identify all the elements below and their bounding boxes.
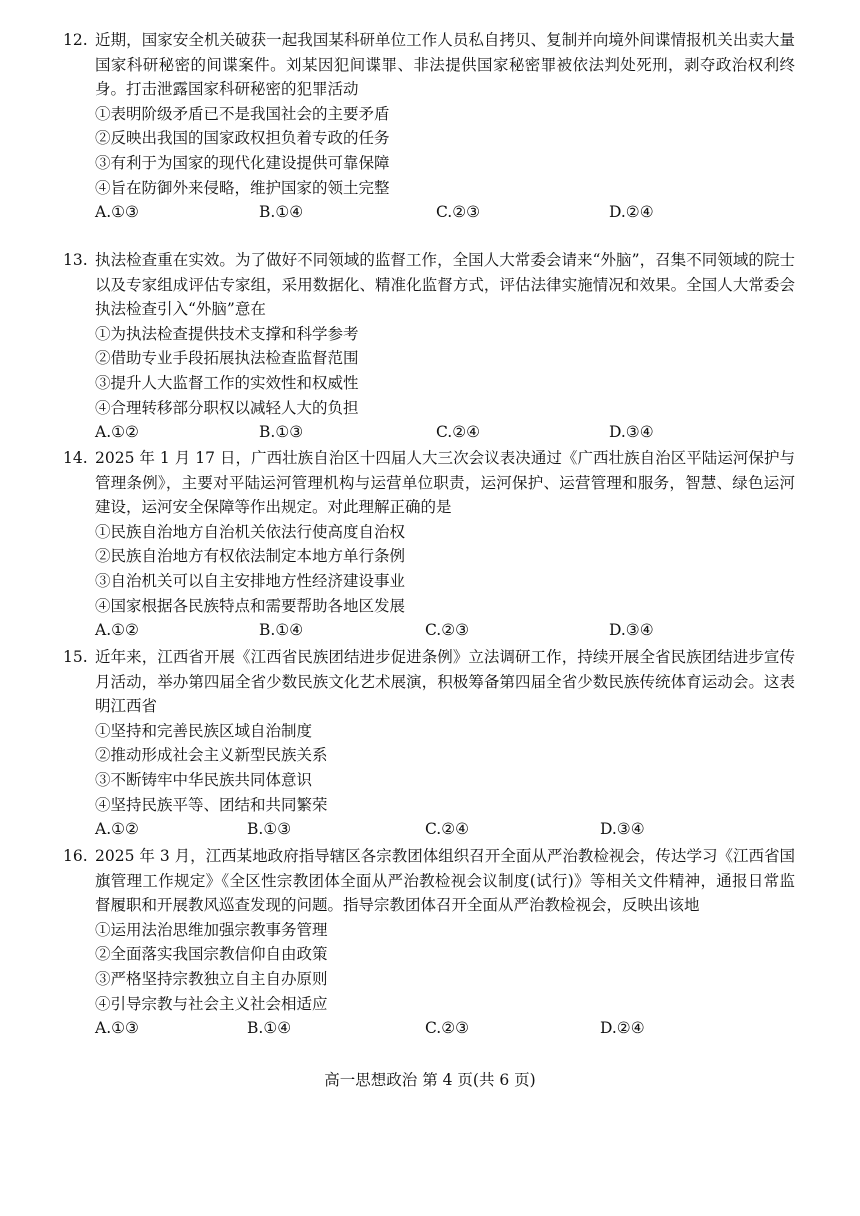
statement-1: ①表明阶级矛盾已不是我国社会的主要矛盾: [95, 104, 390, 123]
question-number: 13.: [63, 251, 88, 269]
option-b[interactable]: B.①③: [247, 820, 292, 839]
question-number: 15.: [63, 648, 88, 666]
question-text: 近期，国家安全机关破获一起我国某科研单位工作人员私自拷贝、复制并向境外间谍情报机关出卖大量国家科研秘密的间谍案件。刘某因犯间谍罪、非法提供国家秘密罪被依法判处死刑，剥夺政治权利终身。打击泄露国家科研秘密的犯罪活动: [95, 31, 795, 99]
question-12: [63, 28, 795, 225]
option-a[interactable]: A.①③: [95, 1019, 139, 1038]
statement-1: ①坚持和完善民族区域自治制度: [95, 721, 313, 740]
statement-1: ①运用法治思维加强宗教事务管理: [95, 920, 328, 939]
option-b[interactable]: B.①④: [259, 203, 304, 222]
option-b[interactable]: B.①④: [259, 621, 304, 640]
option-a[interactable]: A.①③: [95, 203, 139, 222]
option-c[interactable]: C.②④: [425, 820, 470, 839]
statement-3: ③严格坚持宗教独立自主自办原则: [95, 969, 328, 988]
question-stem: [63, 28, 795, 102]
statement-2: ②民族自治地方有权依法制定本地方单行条例: [95, 547, 406, 566]
statement-4: ④国家根据各民族特点和需要帮助各地区发展: [95, 596, 406, 615]
question-number: 16.: [63, 847, 88, 865]
question-number: 12.: [63, 31, 88, 49]
question-text: 2025 年 1 月 17 日，广西壮族自治区十四届人大三次会议表决通过《广西壮族自治区平陆运河保护与管理条例》，主要对平陆运河管理机构与运营单位职责，运河保护、运营管理和服务，智慧、绿色运河建设，运河安全保障等作出规定。对此理解正确的是: [95, 449, 795, 517]
question-13: [63, 248, 795, 445]
page-footer: 高一思想政治 第 4 页(共 6 页): [324, 1071, 536, 1089]
statement-2: ②全面落实我国宗教信仰自由政策: [95, 945, 328, 964]
statement-3: ③有利于为国家的现代化建设提供可靠保障: [95, 153, 390, 172]
option-c[interactable]: C.②④: [436, 423, 481, 442]
option-d[interactable]: D.②④: [609, 203, 654, 222]
answer-options: [95, 817, 795, 842]
question-number: 14.: [63, 449, 88, 467]
statement-2: ②反映出我国的国家政权担负着专政的任务: [95, 129, 390, 148]
question-text: 近年来，江西省开展《江西省民族团结进步促进条例》立法调研工作，持续开展全省民族团结进步宣传月活动，举办第四届全省少数民族文化艺术展演，积极筹备第四届全省少数民族传统体育运动会。这表明江西省: [95, 648, 795, 716]
option-d[interactable]: D.③④: [609, 423, 654, 442]
statement-1: ①为执法检查提供技术支撑和科学参考: [95, 324, 359, 343]
question-text: 执法检查重在实效。为了做好不同领域的监督工作，全国人大常委会请来“外脑”，召集不同领域的院士以及专家组成评估专家组，采用数据化、精准化监督方式，评估法律实施情况和效果。全国人大常委会执法检查引入“外脑”意在: [95, 251, 795, 319]
option-a[interactable]: A.①②: [95, 621, 139, 640]
statement-1: ①民族自治地方自治机关依法行使高度自治权: [95, 522, 406, 541]
statement-4: ④旨在防御外来侵略，维护国家的领土完整: [95, 178, 390, 197]
option-c[interactable]: C.②③: [436, 203, 481, 222]
statement-3: ③不断铸牢中华民族共同体意识: [95, 770, 313, 789]
statement-3: ③自治机关可以自主安排地方性经济建设事业: [95, 571, 406, 590]
question-stem: [63, 645, 795, 719]
statement-3: ③提升人大监督工作的实效性和权威性: [95, 373, 359, 392]
question-stem: [63, 844, 795, 918]
question-16: [63, 844, 795, 1041]
option-c[interactable]: C.②③: [425, 621, 470, 640]
answer-options: [95, 420, 795, 445]
option-b[interactable]: B.①④: [247, 1019, 292, 1038]
option-a[interactable]: A.①②: [95, 820, 139, 839]
statement-4: ④合理转移部分职权以减轻人大的负担: [95, 398, 359, 417]
answer-options: [95, 1016, 795, 1041]
question-stem: [63, 248, 795, 322]
answer-options: [95, 618, 795, 643]
option-c[interactable]: C.②③: [425, 1019, 470, 1038]
question-15: [63, 645, 795, 842]
option-d[interactable]: D.③④: [609, 621, 654, 640]
option-b[interactable]: B.①③: [259, 423, 304, 442]
statement-4: ④引导宗教与社会主义社会相适应: [95, 994, 328, 1013]
option-d[interactable]: D.②④: [600, 1019, 645, 1038]
statement-2: ②推动形成社会主义新型民族关系: [95, 746, 328, 765]
statement-2: ②借助专业手段拓展执法检查监督范围: [95, 349, 359, 368]
question-stem: [63, 446, 795, 520]
question-text: 2025 年 3 月，江西某地政府指导辖区各宗教团体组织召开全面从严治教检视会，传达学习《江西省国旗管理工作规定》《全区性宗教团体全面从严治教检视会议制度(试行)》等相关文件精神，通报日常监督履职和开展教风巡查发现的问题。指导宗教团体召开全面从严治教检视会，反映出该地: [95, 847, 795, 915]
question-14: [63, 446, 795, 643]
option-a[interactable]: A.①②: [95, 423, 139, 442]
option-d[interactable]: D.③④: [600, 820, 645, 839]
statement-4: ④坚持民族平等、团结和共同繁荣: [95, 795, 328, 814]
answer-options: [95, 200, 795, 225]
